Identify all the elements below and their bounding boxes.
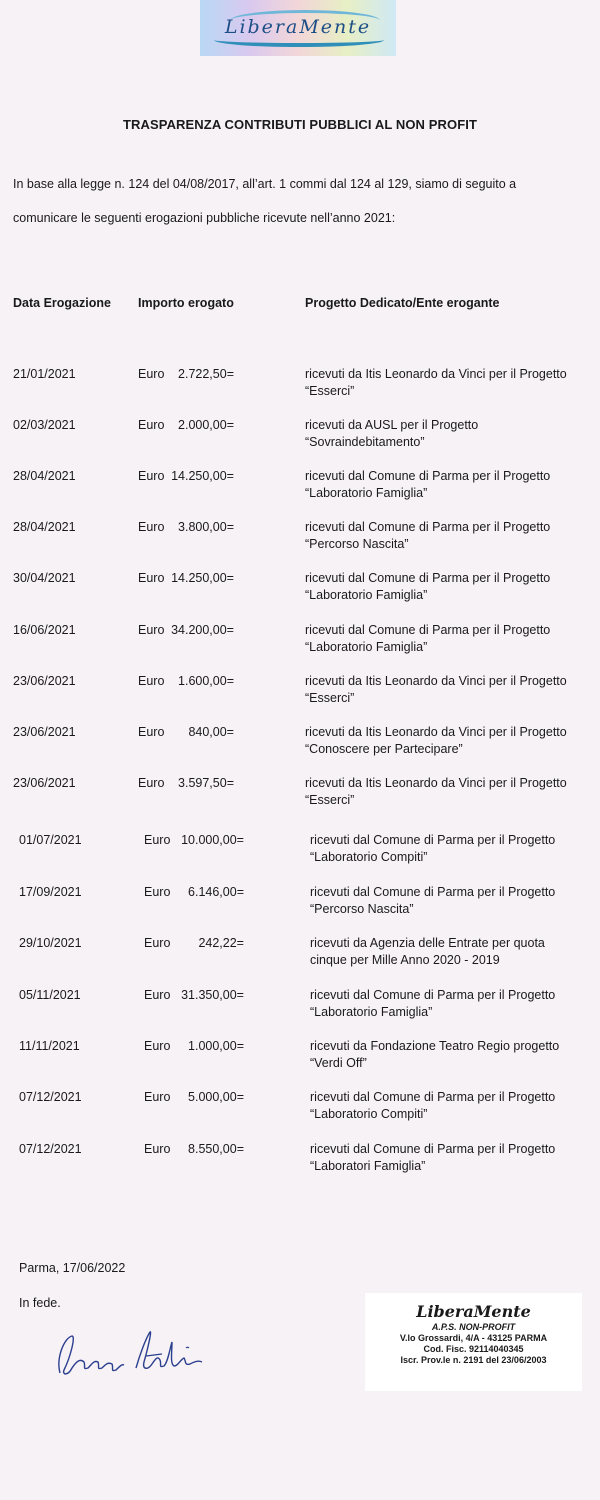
row-date: 05/11/2021: [19, 988, 81, 1002]
row-amount: 242,22=: [198, 936, 244, 950]
row-amount: 3.597,50=: [178, 776, 234, 790]
row-date: 23/06/2021: [13, 725, 76, 739]
logo-text: LiberaMente: [224, 16, 372, 38]
row-project-line-2: “Conoscere per Partecipare”: [305, 742, 463, 756]
row-currency: Euro: [138, 776, 165, 790]
row-amount: 5.000,00=: [188, 1090, 244, 1104]
table-row: [0, 1089, 600, 1129]
table-row: [0, 1038, 600, 1078]
row-date: 07/12/2021: [19, 1142, 82, 1156]
table-row: [0, 673, 600, 713]
row-currency: Euro: [144, 885, 171, 899]
row-amount: 14.250,00=: [171, 571, 234, 585]
row-project: [305, 468, 595, 502]
liberamente-logo: [200, 0, 396, 56]
row-currency: Euro: [144, 988, 171, 1002]
row-project-line-1: ricevuti da Itis Leonardo da Vinci per il Progetto: [305, 725, 567, 739]
row-project-line-2: “Percorso Nascita”: [305, 537, 409, 551]
row-currency: Euro: [138, 674, 165, 688]
row-amount: 8.550,00=: [188, 1142, 244, 1156]
row-currency: Euro: [138, 520, 165, 534]
stamp-fiscal-code: Cod. Fisc. 92114040345: [423, 1344, 524, 1354]
row-date: 02/03/2021: [13, 418, 76, 432]
row-project-line-1: ricevuti dal Comune di Parma per il Progetto: [310, 885, 556, 899]
row-amount: 14.250,00=: [171, 469, 234, 483]
row-project-line-2: “Percorso Nascita”: [310, 902, 414, 916]
row-project-line-2: “Esserci”: [305, 384, 355, 398]
row-currency: Euro: [138, 623, 165, 637]
row-date: 28/04/2021: [13, 469, 76, 483]
row-date: 16/06/2021: [13, 623, 76, 637]
row-currency: Euro: [138, 469, 165, 483]
row-project: [310, 884, 600, 918]
row-project-line-1: ricevuti dal Comune di Parma per il Progetto: [310, 1142, 556, 1156]
table-row: [0, 935, 600, 975]
closing-text: In fede.: [19, 1296, 61, 1310]
row-amount: 840,00=: [188, 725, 234, 739]
table-row: [0, 1141, 600, 1181]
header-amount: Importo erogato: [138, 296, 234, 310]
row-project: [305, 622, 595, 656]
row-currency: Euro: [144, 1090, 171, 1104]
row-project-line-2: “Verdi Off”: [310, 1056, 367, 1070]
row-amount: 10.000,00=: [181, 833, 244, 847]
row-date: 23/06/2021: [13, 776, 76, 790]
row-date: 01/07/2021: [19, 833, 82, 847]
row-project-line-1: ricevuti dal Comune di Parma per il Progetto: [305, 623, 551, 637]
table-row: [0, 622, 600, 662]
row-amount: 34.200,00=: [171, 623, 234, 637]
row-project-line-2: “Esserci”: [305, 793, 355, 807]
row-project: [305, 673, 595, 707]
row-project-line-1: ricevuti da Agenzia delle Entrate per quota: [310, 936, 545, 950]
place-date: Parma, 17/06/2022: [19, 1261, 126, 1275]
row-project: [310, 832, 600, 866]
row-currency: Euro: [138, 571, 165, 585]
row-amount: 3.800,00=: [178, 520, 234, 534]
row-currency: Euro: [144, 1039, 171, 1053]
row-project-line-1: ricevuti dal Comune di Parma per il Progetto: [310, 988, 556, 1002]
row-project: [310, 987, 600, 1021]
table-row: [0, 832, 600, 872]
row-project-line-1: ricevuti dal Comune di Parma per il Progetto: [305, 520, 551, 534]
row-project-line-2: “Laboratorio Famiglia”: [310, 1005, 433, 1019]
row-amount: 1.600,00=: [178, 674, 234, 688]
row-amount: 1.000,00=: [188, 1039, 244, 1053]
row-amount: 2.722,50=: [178, 367, 234, 381]
row-project-line-2: cinque per Mille Anno 2020 - 2019: [310, 953, 500, 967]
row-project-line-1: ricevuti dal Comune di Parma per il Progetto: [305, 571, 551, 585]
table-row: [0, 775, 600, 815]
row-project: [310, 935, 600, 969]
row-date: 23/06/2021: [13, 674, 76, 688]
row-project: [310, 1038, 600, 1072]
row-project-line-2: “Laboratorio Famiglia”: [305, 640, 428, 654]
stamp-address: V.lo Grossardi, 4/A - 43125 PARMA: [399, 1333, 548, 1343]
handwritten-signature: [50, 1318, 220, 1388]
organization-stamp: [365, 1293, 582, 1391]
row-currency: Euro: [138, 367, 165, 381]
row-currency: Euro: [138, 418, 165, 432]
row-project-line-1: ricevuti dal Comune di Parma per il Progetto: [310, 833, 556, 847]
row-date: 28/04/2021: [13, 520, 76, 534]
document-title: TRASPARENZA CONTRIBUTI PUBBLICI AL NON PROFIT: [122, 117, 478, 132]
row-project-line-2: “Esserci”: [305, 691, 355, 705]
row-amount: 2.000,00=: [178, 418, 234, 432]
table-row: [0, 987, 600, 1027]
row-project-line-2: “Laboratorio Famiglia”: [305, 588, 428, 602]
row-project-line-1: ricevuti da Itis Leonardo da Vinci per il Progetto: [305, 776, 567, 790]
row-project-line-1: ricevuti da Fondazione Teatro Regio progetto: [310, 1039, 560, 1053]
row-date: 07/12/2021: [19, 1090, 82, 1104]
row-project-line-1: ricevuti da Itis Leonardo da Vinci per il Progetto: [305, 674, 567, 688]
row-amount: 31.350,00=: [181, 988, 244, 1002]
header-project: Progetto Dedicato/Ente erogante: [305, 296, 500, 310]
intro-line-2: comunicare le seguenti erogazioni pubbliche ricevute nell’anno 2021:: [13, 211, 396, 225]
row-project: [310, 1141, 600, 1175]
row-project: [305, 519, 595, 553]
table-row: [0, 724, 600, 764]
row-date: 29/10/2021: [19, 936, 82, 950]
table-row: [0, 519, 600, 559]
table-row: [0, 468, 600, 508]
header-date: Data Erogazione: [13, 296, 111, 310]
row-currency: Euro: [144, 1142, 171, 1156]
row-currency: Euro: [144, 833, 171, 847]
intro-line-1: In base alla legge n. 124 del 04/08/2017, all’art. 1 commi dal 124 al 129, siamo di seguito a: [13, 177, 517, 191]
row-project: [310, 1089, 600, 1123]
row-date: 30/04/2021: [13, 571, 76, 585]
table-row: [0, 884, 600, 924]
stamp-type: A.P.S. NON-PROFIT: [431, 1322, 516, 1332]
row-date: 21/01/2021: [13, 367, 76, 381]
table-row: [0, 417, 600, 457]
row-project: [305, 417, 595, 451]
row-project: [305, 775, 595, 809]
row-project-line-1: ricevuti da Itis Leonardo da Vinci per il Progetto: [305, 367, 567, 381]
row-currency: Euro: [144, 936, 171, 950]
row-project: [305, 570, 595, 604]
stamp-registration: Iscr. Prov.le n. 2191 del 23/06/2003: [400, 1355, 547, 1365]
row-project-line-2: “Sovraindebitamento”: [305, 435, 425, 449]
row-project-line-2: “Laboratorio Famiglia”: [305, 486, 428, 500]
row-project-line-2: “Laboratori Famiglia”: [310, 1159, 426, 1173]
row-currency: Euro: [138, 725, 165, 739]
table-row: [0, 366, 600, 406]
row-project-line-1: ricevuti dal Comune di Parma per il Progetto: [310, 1090, 556, 1104]
row-date: 17/09/2021: [19, 885, 82, 899]
row-amount: 6.146,00=: [188, 885, 244, 899]
row-project-line-2: “Laboratorio Compiti”: [310, 1107, 428, 1121]
row-date: 11/11/2021: [19, 1039, 80, 1053]
stamp-name: LiberaMente: [416, 1302, 531, 1321]
row-project-line-2: “Laboratorio Compiti”: [310, 850, 428, 864]
row-project: [305, 366, 595, 400]
table-row: [0, 570, 600, 610]
row-project-line-1: ricevuti da AUSL per il Progetto: [305, 418, 479, 432]
row-project: [305, 724, 595, 758]
row-project-line-1: ricevuti dal Comune di Parma per il Progetto: [305, 469, 551, 483]
